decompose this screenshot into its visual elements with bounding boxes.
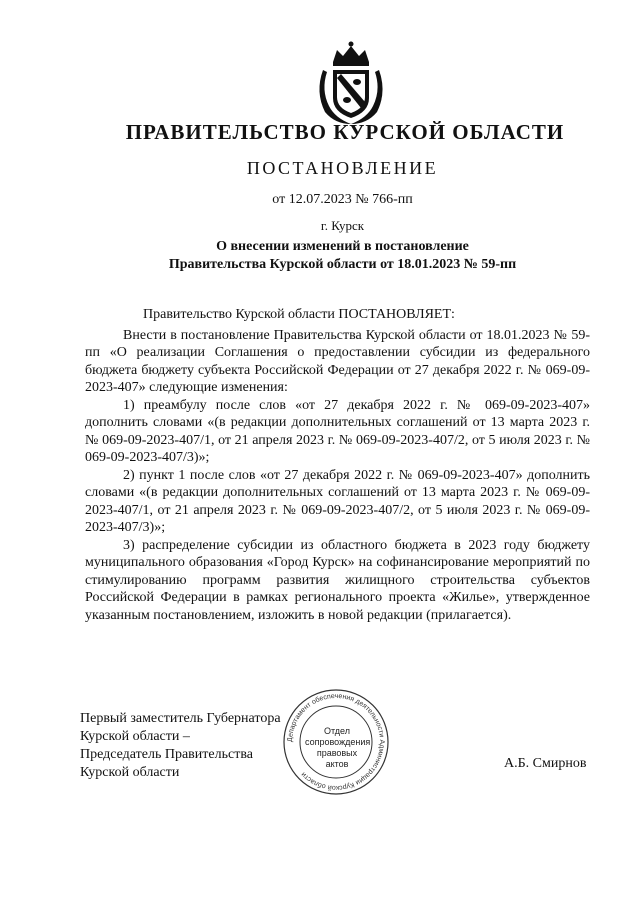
signatory-position-line-4: Курской области (80, 765, 180, 780)
item-3-paragraph: 3) распределение субсидии из областного бюджета в 2023 году бюджету муниципального образования «Город Курск» на софинансирование мероприятий по стимулированию программ развития жилищного строительства субъектов Российской Федерации в рамках регионального проекта «Жилье», утвержденное указанным постановлением, изложить в новой редакции (прилагается). (85, 537, 590, 623)
organization-title: ПРАВИТЕЛЬСТВО КУРСКОЙ ОБЛАСТИ (125, 120, 565, 144)
heading-line-2: Правительства Курской области от 18.01.2023 № 59-пп (168, 257, 517, 272)
intro-paragraph: Правительство Курской области ПОСТАНОВЛЯЕТ: (143, 307, 455, 322)
kursk-coat-of-arms-icon (313, 40, 389, 126)
stamp-inner-line-4: актов (325, 759, 349, 769)
stamp-inner-line-3: правовых (316, 748, 358, 758)
stamp-ring-text: Департамент обеспечения деятельности Администрации Курской области (286, 692, 386, 792)
document-type: ПОСТАНОВЛЕНИЕ (246, 158, 439, 178)
stamp-inner-line-2: сопровождения (305, 737, 371, 747)
main-paragraph: Внести в постановление Правительства Курской области от 18.01.2023 № 59-пп «О реализации Соглашения о предоставлении субсидии из федерального бюджета бюджету субъекта Российской Федерации от 27 декабря 2022 г. № 069-09-2023-407» следующие изменения: (85, 327, 590, 395)
item-2-paragraph: 2) пункт 1 после слов «от 27 декабря 2022 г. № 069-09-2023-407» дополнить словами «(в редакции дополнительных соглашений от 13 марта 2023 г. № 069-09-2023-407/1, от 21 апреля 2023 г. № 069-09-2023-407/2, от 5 июля 2023 г. № 069-09-2023-407/3)»; (85, 467, 590, 535)
heading-line-1: О внесении изменений в постановление (216, 239, 469, 254)
signatory-name: А.Б. Смирнов (504, 756, 587, 771)
document-heading (0, 238, 640, 274)
signatory-position-line-3: Председатель Правительства (80, 747, 253, 762)
document-body (85, 306, 590, 624)
signature-block (80, 710, 281, 782)
document-city: г. Курск (320, 218, 365, 233)
document-date-number: от 12.07.2023 № 766-пп (272, 192, 413, 207)
stamp-inner-text (305, 726, 369, 770)
item-1-paragraph: 1) преамбулу после слов «от 27 декабря 2022 г. № 069-09-2023-407» дополнить словами «(в редакции дополнительных соглашений от 13 марта 2023 г. № 069-09-2023-407/1, от 21 апреля 2023 г. № 069-09-2023-407/2, от 5 июля 2023 г. № 069-09-2023-407/3)»; (85, 397, 590, 465)
signatory-position-line-2: Курской области – (80, 729, 190, 744)
signatory-position-line-1: Первый заместитель Губернатора (80, 711, 281, 726)
stamp-inner-line-1: Отдел (323, 726, 351, 736)
